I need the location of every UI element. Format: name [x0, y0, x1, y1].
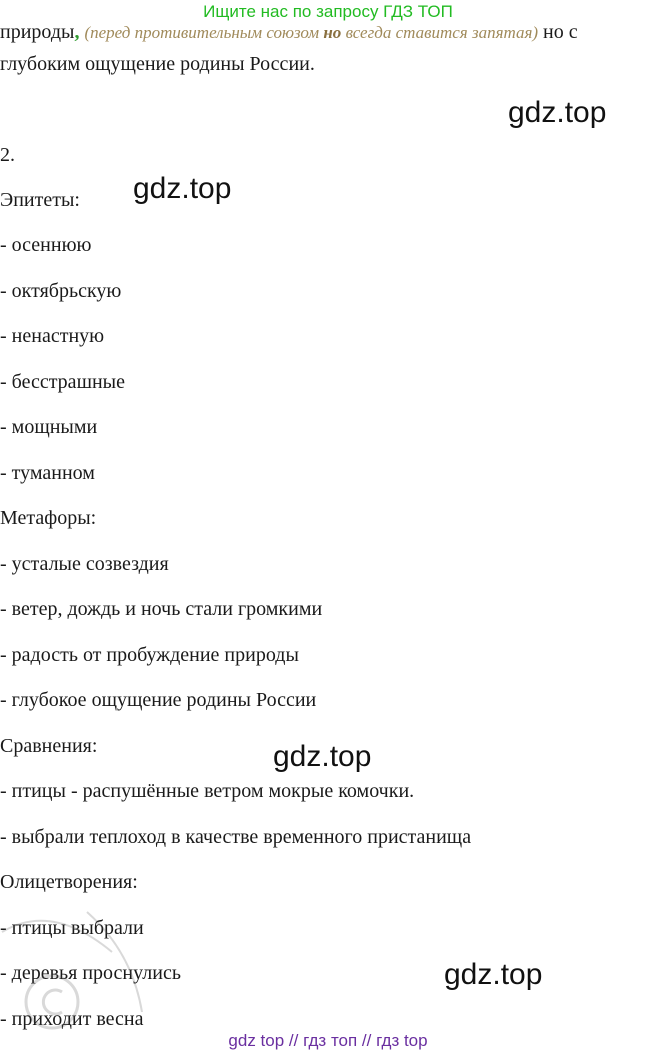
note-post: всегда ставится запятая) — [341, 23, 539, 42]
note-bold: но — [323, 23, 342, 42]
comparisons-heading: Сравнения: — [0, 735, 98, 757]
footer-links: gdz top // гдз топ // гдз top — [228, 1031, 428, 1050]
list-item: - октябрьскую — [0, 280, 122, 302]
intro-comma: , — [74, 21, 80, 43]
list-item: - деревья проснулись — [0, 962, 181, 984]
list-item: - глубокое ощущение родины России — [0, 689, 317, 711]
list-item: - ненастную — [0, 325, 105, 347]
list-item: - бесстрашные — [0, 371, 125, 393]
epithets-heading: Эпитеты: — [0, 189, 80, 211]
list-item: - осеннюю — [0, 234, 92, 256]
watermark: gdz.top — [508, 96, 607, 129]
list-item: - приходит весна — [0, 1008, 144, 1030]
note-pre: (перед противительным союзом — [84, 23, 324, 42]
watermark: gdz.top — [133, 172, 232, 205]
list-item: - птицы - распушённые ветром мокрые комочки. — [0, 780, 415, 802]
intro-line-1 — [0, 20, 578, 45]
metaphors-heading: Метафоры: — [0, 507, 97, 529]
intro-line-2: глубоким ощущение родины России. — [0, 53, 315, 75]
list-item: - птицы выбрали — [0, 917, 144, 939]
section-number: 2. — [0, 144, 15, 166]
top-banner: Ищите нас по запросу ГДЗ ТОП — [203, 2, 453, 21]
watermark: gdz.top — [444, 958, 543, 991]
list-item: - усталые созвездия — [0, 553, 169, 575]
list-item: - мощными — [0, 416, 98, 438]
list-item: - радость от пробуждение природы — [0, 644, 299, 666]
list-item: - выбрали теплоход в качестве временного пристанища — [0, 826, 472, 848]
personifications-heading: Олицетворения: — [0, 871, 138, 893]
list-item: - ветер, дождь и ночь стали громкими — [0, 598, 323, 620]
intro-text-end: но с — [543, 21, 578, 43]
list-item: - туманном — [0, 462, 95, 484]
punctuation-note — [84, 23, 538, 42]
watermark: gdz.top — [273, 740, 372, 773]
intro-text-start: природы — [0, 21, 75, 43]
